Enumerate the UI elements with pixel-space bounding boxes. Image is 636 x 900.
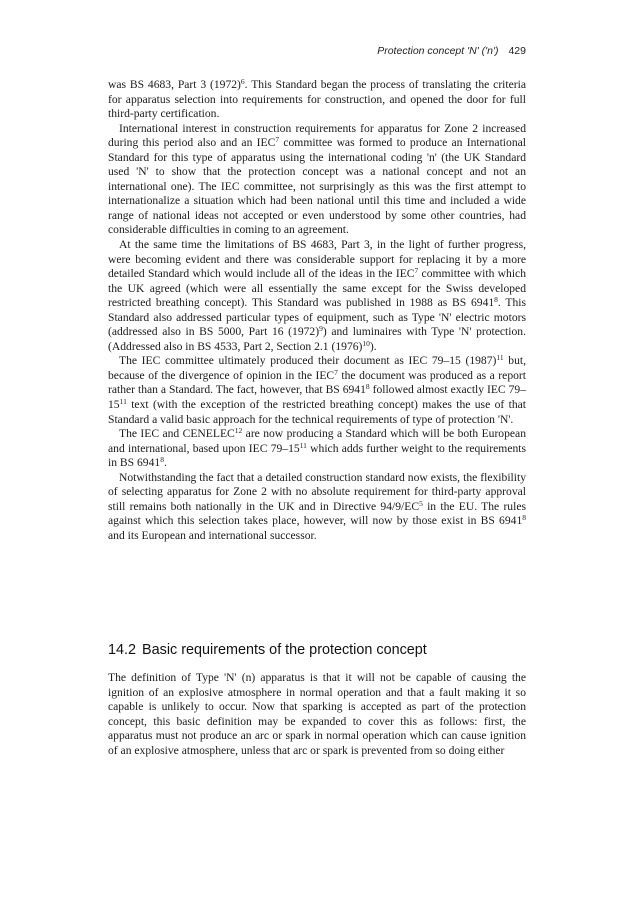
reference-superscript: 12: [234, 426, 243, 436]
text-run: followed almost exactly IEC 79–15: [108, 383, 526, 412]
reference-superscript: 11: [496, 353, 504, 363]
section-number: 14.2: [108, 642, 137, 658]
reference-superscript: 8: [365, 382, 370, 392]
text-run: . This Standard also addressed particular types of equipment, such as Type 'N' electric motors (addressed also in BS 5000, Part 16 (1972): [108, 296, 526, 339]
reference-superscript: 10: [362, 338, 370, 348]
paragraph: [108, 78, 526, 122]
text-run: committee with which the UK agreed (which were all essentially the same except for the Swiss developed restricted breathing concept). This Standard was published in 1988 as BS 6941: [108, 267, 527, 310]
text-run: are now producing a Standard which will be both European and international, based upon IEC 79–15: [108, 427, 526, 455]
running-title: Protection concept 'N' ('n'): [377, 45, 499, 57]
paragraph: [108, 427, 526, 471]
paragraph: [108, 471, 526, 544]
text-run: The IEC and CENELEC: [119, 427, 235, 441]
section-title: Basic requirements of the protection concept: [142, 642, 427, 658]
reference-superscript: 11: [299, 440, 307, 450]
reference-superscript: 8: [522, 513, 526, 523]
text-run: Notwithstanding the fact that a detailed construction standard now exists, the flexibility of selecting apparatus for Zone 2 with no absolute requirement for third-party approval still remains both nationally in the UK and in Directive 94/9/EC: [108, 470, 526, 513]
reference-superscript: 6: [240, 77, 245, 86]
text-run: ).: [369, 339, 377, 353]
text-run: . This Standard began the process of translating the criteria for apparatus selection into requirements for construction, and opened the door for full third-party certification.: [108, 78, 526, 121]
section-heading: [108, 642, 526, 658]
text-run: The definition of Type 'N' (n) apparatus is that it will not be capable of causing the ignition of an explosive atmosphere in normal operation and that a fault making it so capable is unlikely to occur. Now that sparking is accepted as part of the protection concept, this basic definition may be expanded to cover this as follows: first, the apparatus must not produce an arc or spark in normal operation which can cause ignition of an explosive atmosphere, unless that arc or spark is prevented from so doing either: [108, 671, 526, 757]
text-run: The IEC committee ultimately produced their document as IEC 79–15 (1987): [119, 354, 497, 368]
reference-superscript: 9: [319, 324, 323, 334]
reference-superscript: 7: [334, 367, 338, 377]
text-run: the document was produced as a report rather than a Standard. The fact, however, that BS 6941: [108, 368, 526, 397]
reference-superscript: 5: [419, 498, 423, 508]
text-run: At the same time the limitations of BS 4683, Part 3, in the light of further progress, were becoming evident and there was considerable support for replacing it by a more detailed Standard which would include all of the ideas in the IEC: [108, 238, 526, 281]
reference-superscript: 11: [119, 397, 127, 407]
paragraph: [108, 354, 526, 427]
reference-superscript: 8: [160, 455, 164, 465]
text-run: text (with the exception of the restricted breathing concept) makes the use of that Standard a valid basic approach for the technical requirements of type of protection 'N'.: [108, 398, 526, 426]
text-run: and its European and international successor.: [108, 528, 317, 542]
reference-superscript: 8: [494, 295, 498, 305]
paragraph: [108, 671, 526, 758]
text-run: committee was formed to produce an International Standard for this type of apparatus using the international coding 'n' (the UK Standard used 'N' to show that the protection concept was a national concept and not an international one). The IEC committee, not surprisingly as this was the first attempt to internationalize a situation which had been national until this time and included a wide range of national ideas not accepted or even understood by some other countries, had considerable difficulties in coming to an agreement.: [108, 136, 526, 237]
body-text: [108, 78, 526, 544]
section-body-text: [108, 671, 526, 758]
text-run: which adds further weight to the requirements in BS 6941: [108, 441, 526, 470]
reference-superscript: 7: [275, 135, 280, 145]
paragraph: [108, 238, 526, 354]
text-run: was BS 4683, Part 3 (1972): [108, 78, 241, 91]
text-run: ) and luminaires with Type 'N' protection. (Addressed also in BS 4533, Part 2, Section 2.1 (1976): [108, 325, 526, 353]
paragraph: [108, 122, 526, 238]
running-header: [108, 45, 526, 57]
text-run: in the EU. The rules against which this selection takes place, however, will now by those exist in BS 6941: [108, 499, 526, 528]
text-run: .: [163, 456, 167, 470]
page-number: 429: [508, 45, 526, 57]
reference-superscript: 7: [414, 266, 419, 276]
text-run: but, because of the divergence of opinion in the IEC: [108, 354, 526, 382]
text-run: International interest in construction requirements for apparatus for Zone 2 increased during this period also and an IEC: [108, 121, 526, 150]
